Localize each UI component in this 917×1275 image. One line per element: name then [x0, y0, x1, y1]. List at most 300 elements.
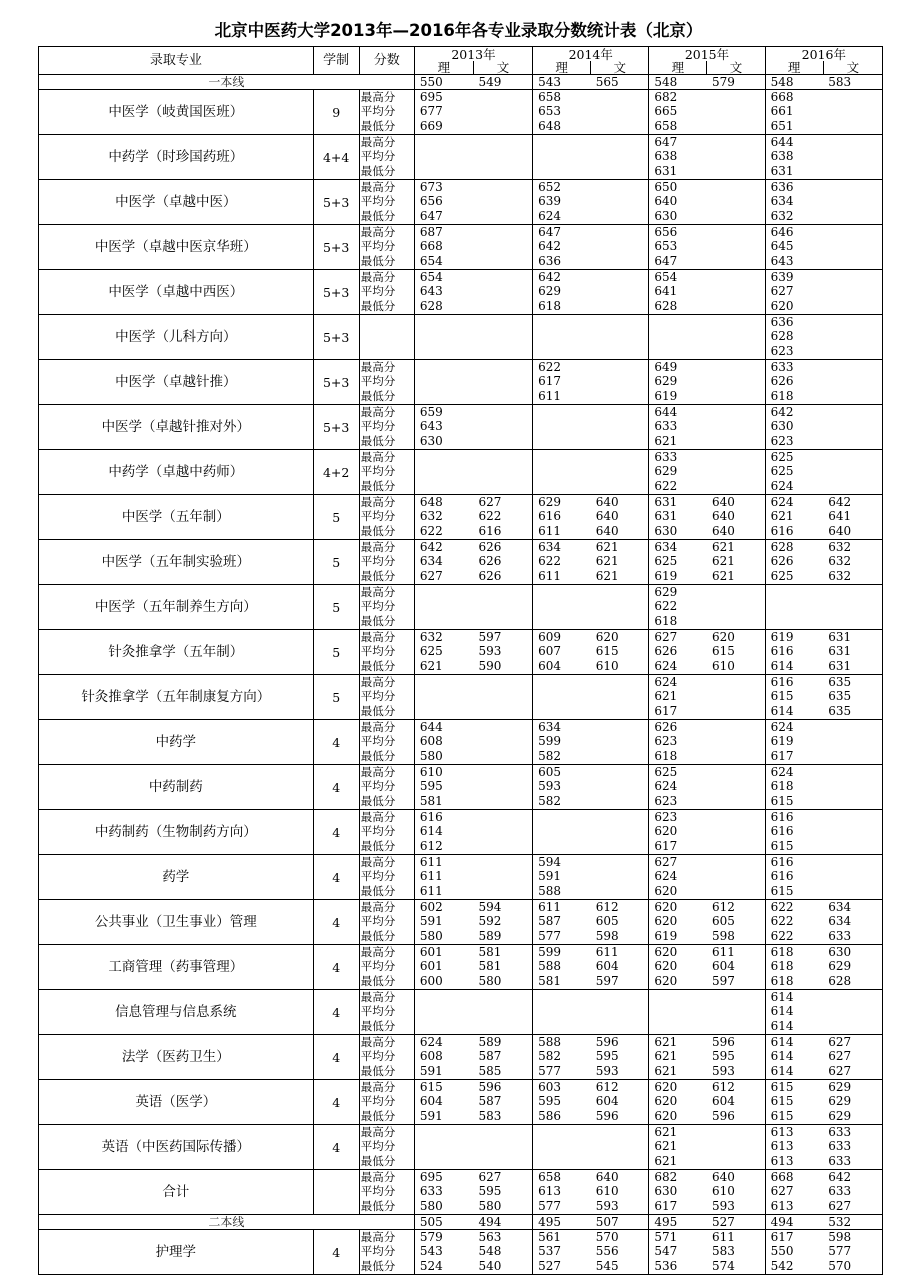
- score-value: 604: [595, 1094, 619, 1109]
- score-type-label: 最低分: [359, 434, 414, 449]
- score-table: [38, 46, 883, 1275]
- score-value: [707, 180, 765, 195]
- score-type-label: 最高分: [359, 270, 414, 285]
- score-value: [591, 479, 649, 494]
- score-value: 615: [765, 839, 823, 854]
- duration-value: 5+3: [313, 270, 359, 315]
- score-value: [533, 600, 591, 615]
- score-value: 614: [414, 825, 473, 840]
- score-value: 644: [765, 135, 823, 150]
- score-value: [473, 884, 532, 899]
- score-value: 608: [414, 1050, 473, 1065]
- score-value: 643: [765, 254, 823, 269]
- score-value: [591, 585, 649, 600]
- score-type-label: 最低分: [359, 704, 414, 719]
- duration-value: 4: [313, 1230, 359, 1275]
- score-value: 621: [711, 554, 735, 569]
- score-value: 613: [533, 1185, 591, 1200]
- score-value: 596: [711, 1034, 735, 1049]
- score-type-label: 最低分: [359, 929, 414, 944]
- score-value: [473, 135, 532, 150]
- score-type-label: 最高分: [359, 360, 414, 375]
- score-value: 641: [649, 285, 707, 300]
- score-value: 617: [765, 749, 823, 764]
- score-value: 626: [649, 720, 707, 735]
- score-value: 614: [765, 1035, 823, 1050]
- score-value: [707, 749, 765, 764]
- score-row: [39, 540, 883, 555]
- score-value: [473, 465, 532, 480]
- score-value: 616: [765, 810, 823, 825]
- score-value: [414, 1005, 473, 1020]
- score-value: [591, 1125, 649, 1140]
- score-value: 646: [765, 225, 823, 240]
- score-row: [39, 180, 883, 195]
- score-type-label: 平均分: [359, 825, 414, 840]
- score-type-label: 最低分: [359, 479, 414, 494]
- score-value: 608: [414, 735, 473, 750]
- score-value: 598: [707, 929, 765, 944]
- score-value: 632: [823, 569, 882, 584]
- score-value: 597: [591, 974, 649, 989]
- score-value: 635: [823, 704, 882, 719]
- score-value: [473, 195, 532, 210]
- score-value: [823, 1019, 882, 1034]
- score-value: 589: [478, 1034, 502, 1049]
- score-value: [591, 434, 649, 449]
- score-value: [707, 884, 765, 899]
- score-value: [823, 344, 882, 359]
- score-value: [414, 675, 473, 690]
- score-value: 615: [765, 1080, 823, 1095]
- score-value: 629: [533, 285, 591, 300]
- score-value: 623: [649, 794, 707, 809]
- score-value: 583: [473, 1109, 532, 1124]
- score-value: 543: [414, 1245, 473, 1260]
- score-value: 624: [649, 675, 707, 690]
- score-value: 636: [533, 254, 591, 269]
- score-value: [473, 209, 532, 224]
- score-value: 624: [765, 720, 823, 735]
- score-value: [591, 270, 649, 285]
- score-value: [591, 614, 649, 629]
- score-value: 616: [414, 810, 473, 825]
- header-science: 理: [533, 61, 591, 75]
- score-value: 615: [765, 884, 823, 899]
- cutoff-line-label: 二本线: [39, 1215, 415, 1230]
- score-value: 603: [533, 1080, 591, 1095]
- score-type-label: 最高分: [359, 1035, 414, 1050]
- score-value: [707, 105, 765, 120]
- score-value: [591, 1154, 649, 1169]
- score-row: [39, 90, 883, 105]
- score-value: 593: [591, 1064, 649, 1079]
- score-value: [707, 240, 765, 255]
- score-value: 623: [649, 810, 707, 825]
- score-value: 631: [649, 510, 707, 525]
- score-value: [591, 450, 649, 465]
- score-value: 598: [591, 929, 649, 944]
- score-value: [591, 870, 649, 885]
- score-type-label: 最低分: [359, 389, 414, 404]
- duration-value: 4: [313, 810, 359, 855]
- score-value: [823, 405, 882, 420]
- score-value: [823, 195, 882, 210]
- score-value: 617: [765, 1230, 823, 1245]
- score-value: 627: [478, 1169, 502, 1184]
- score-value: [473, 1140, 532, 1155]
- duration-value: 4: [313, 855, 359, 900]
- score-value: [414, 375, 473, 390]
- score-value: 594: [478, 899, 502, 914]
- score-type-label: 最低分: [359, 659, 414, 674]
- score-value: 624: [765, 765, 823, 780]
- score-value: [823, 254, 882, 269]
- score-value: 581: [533, 974, 591, 989]
- score-value: 595: [533, 1095, 591, 1110]
- score-value: 631: [649, 495, 707, 510]
- score-value: 611: [711, 1229, 735, 1244]
- score-value: [591, 105, 649, 120]
- score-value: [591, 195, 649, 210]
- header-arts: 文: [823, 61, 882, 75]
- score-value: 609: [533, 630, 591, 645]
- score-value: 621: [765, 510, 823, 525]
- score-value: 644: [649, 405, 707, 420]
- score-value: 577: [533, 1199, 591, 1214]
- score-value: [473, 330, 532, 345]
- score-value: [533, 585, 591, 600]
- duration-value: 4: [313, 1125, 359, 1170]
- score-value: 627: [414, 569, 473, 584]
- score-value: 613: [765, 1140, 823, 1155]
- score-value: [473, 704, 532, 719]
- score-value: 581: [414, 794, 473, 809]
- score-value: 596: [478, 1079, 502, 1094]
- cutoff-line-value: 579: [707, 75, 765, 90]
- score-row: [39, 1125, 883, 1140]
- score-value: [707, 434, 765, 449]
- score-value: [707, 119, 765, 134]
- score-value: [473, 105, 532, 120]
- header-year-2014: 2014年: [533, 47, 649, 62]
- score-value: 628: [765, 540, 823, 555]
- score-type-label: 最高分: [359, 180, 414, 195]
- score-value: 620: [649, 960, 707, 975]
- score-value: [533, 479, 591, 494]
- score-value: [591, 405, 649, 420]
- score-value: 614: [765, 1005, 823, 1020]
- score-value: [823, 855, 882, 870]
- score-value: 620: [765, 299, 823, 314]
- score-value: [823, 600, 882, 615]
- score-value: [473, 270, 532, 285]
- major-name: 英语（医学）: [39, 1080, 314, 1125]
- score-value: [473, 1005, 532, 1020]
- score-value: [765, 600, 823, 615]
- score-value: 588: [533, 1035, 591, 1050]
- score-value: 640: [823, 524, 882, 539]
- score-value: [707, 330, 765, 345]
- score-value: 580: [414, 929, 473, 944]
- score-value: [473, 180, 532, 195]
- score-value: [414, 585, 473, 600]
- score-type-label: 最低分: [359, 749, 414, 764]
- score-value: [414, 990, 473, 1005]
- score-value: 593: [707, 1064, 765, 1079]
- score-value: 571: [649, 1230, 707, 1245]
- score-value: 616: [533, 510, 591, 525]
- score-value: 630: [765, 420, 823, 435]
- score-value: [414, 465, 473, 480]
- score-value: 582: [533, 1050, 591, 1065]
- cutoff-line-row: [39, 75, 883, 90]
- score-value: 632: [414, 510, 473, 525]
- score-value: 607: [533, 645, 591, 660]
- score-value: [591, 150, 649, 165]
- score-value: 621: [649, 690, 707, 705]
- score-type-label: 最高分: [359, 1170, 414, 1185]
- score-value: [707, 90, 765, 105]
- score-value: [707, 254, 765, 269]
- score-value: 622: [478, 509, 502, 524]
- header-year-2015: 2015年: [649, 47, 765, 62]
- duration-value: 5: [313, 675, 359, 720]
- score-value: [591, 209, 649, 224]
- score-value: 648: [533, 119, 591, 134]
- duration-value: [313, 1170, 359, 1215]
- score-value: 622: [765, 929, 823, 944]
- score-value: 624: [649, 780, 707, 795]
- score-value: [591, 1140, 649, 1155]
- score-value: 615: [765, 690, 823, 705]
- score-value: [823, 749, 882, 764]
- score-value: 604: [711, 959, 735, 974]
- score-value: [591, 704, 649, 719]
- score-value: 649: [649, 360, 707, 375]
- duration-value: 9: [313, 90, 359, 135]
- header-science: 理: [414, 61, 473, 75]
- score-value: 594: [533, 855, 591, 870]
- score-value: 581: [478, 944, 502, 959]
- score-type-label: 平均分: [359, 1050, 414, 1065]
- score-type-label: 平均分: [359, 465, 414, 480]
- score-value: [533, 990, 591, 1005]
- score-value: [649, 344, 707, 359]
- score-value: 630: [649, 1185, 707, 1200]
- score-value: 591: [414, 1064, 473, 1079]
- score-value: [414, 164, 473, 179]
- score-value: [823, 285, 882, 300]
- score-value: [649, 330, 707, 345]
- duration-value: 5+3: [313, 360, 359, 405]
- score-value: 634: [533, 720, 591, 735]
- score-value: [823, 315, 882, 330]
- score-value: [473, 285, 532, 300]
- score-value: 624: [414, 1035, 473, 1050]
- score-value: [707, 794, 765, 809]
- score-value: [823, 434, 882, 449]
- score-value: [473, 344, 532, 359]
- score-value: [473, 990, 532, 1005]
- score-value: 636: [765, 180, 823, 195]
- duration-value: 5: [313, 585, 359, 630]
- score-value: [473, 765, 532, 780]
- score-value: 620: [595, 629, 619, 644]
- score-value: 621: [649, 1064, 707, 1079]
- major-name: 合计: [39, 1170, 314, 1215]
- score-value: 628: [649, 299, 707, 314]
- score-value: [707, 675, 765, 690]
- score-value: [823, 420, 882, 435]
- score-value: [707, 344, 765, 359]
- score-type-label: 最高分: [359, 720, 414, 735]
- score-value: 628: [414, 299, 473, 314]
- score-value: [533, 420, 591, 435]
- score-value: 630: [414, 434, 473, 449]
- score-value: [473, 164, 532, 179]
- score-value: 620: [649, 900, 707, 915]
- score-type-label: 平均分: [359, 1140, 414, 1155]
- score-value: 661: [765, 105, 823, 120]
- score-value: [707, 1019, 765, 1034]
- score-value: 687: [414, 225, 473, 240]
- major-name: 中医学（岐黄国医班）: [39, 90, 314, 135]
- score-value: 611: [414, 870, 473, 885]
- score-value: 587: [478, 1049, 502, 1064]
- score-value: 682: [649, 90, 707, 105]
- score-value: [533, 1125, 591, 1140]
- score-value: [707, 765, 765, 780]
- score-value: 619: [649, 929, 707, 944]
- score-value: [591, 1019, 649, 1034]
- score-value: [473, 855, 532, 870]
- score-value: 629: [649, 375, 707, 390]
- cutoff-line-value: 548: [649, 75, 707, 90]
- score-value: [707, 855, 765, 870]
- score-value: 617: [649, 704, 707, 719]
- score-value: 632: [414, 630, 473, 645]
- score-value: [823, 90, 882, 105]
- score-value: 591: [414, 1109, 473, 1124]
- score-type-label: 平均分: [359, 690, 414, 705]
- score-value: [414, 704, 473, 719]
- score-value: 612: [595, 899, 619, 914]
- score-value: 577: [533, 1064, 591, 1079]
- score-value: 592: [478, 914, 502, 929]
- score-value: [473, 420, 532, 435]
- score-value: 668: [765, 90, 823, 105]
- score-value: 633: [765, 360, 823, 375]
- cutoff-line-value: 527: [707, 1215, 765, 1230]
- score-value: [473, 254, 532, 269]
- score-value: 630: [649, 209, 707, 224]
- score-type-label: 最低分: [359, 254, 414, 269]
- score-type-label: 平均分: [359, 420, 414, 435]
- score-value: 626: [478, 554, 502, 569]
- header-major: 录取专业: [39, 47, 314, 75]
- score-value: 595: [478, 1184, 502, 1199]
- score-value: 625: [649, 555, 707, 570]
- score-value: [707, 164, 765, 179]
- score-value: 622: [765, 900, 823, 915]
- score-value: [591, 285, 649, 300]
- score-value: 600: [414, 974, 473, 989]
- score-row: [39, 945, 883, 960]
- score-type-label: 最高分: [359, 1080, 414, 1095]
- score-type-label: 最高分: [359, 990, 414, 1005]
- score-value: 596: [707, 1109, 765, 1124]
- score-value: 629: [533, 495, 591, 510]
- major-name: 信息管理与信息系统: [39, 990, 314, 1035]
- score-value: 635: [823, 675, 882, 690]
- score-row: [39, 405, 883, 420]
- score-value: 593: [478, 644, 502, 659]
- score-value: 638: [649, 150, 707, 165]
- score-value: 695: [414, 1170, 473, 1185]
- score-value: 627: [765, 1185, 823, 1200]
- score-value: 620: [649, 974, 707, 989]
- score-value: 611: [414, 884, 473, 899]
- score-value: 621: [595, 554, 619, 569]
- score-value: [414, 479, 473, 494]
- score-value: [414, 690, 473, 705]
- score-value: 620: [649, 884, 707, 899]
- score-value: 640: [649, 195, 707, 210]
- score-value: [414, 600, 473, 615]
- score-table-body: [39, 47, 883, 1275]
- score-type-label: 最低分: [359, 1019, 414, 1034]
- score-value: 633: [414, 1185, 473, 1200]
- score-value: 580: [414, 1199, 473, 1214]
- score-value: 633: [649, 420, 707, 435]
- score-value: 614: [765, 1019, 823, 1034]
- score-value: [707, 225, 765, 240]
- cutoff-line-value: 505: [414, 1215, 473, 1230]
- major-name: 针灸推拿学（五年制）: [39, 630, 314, 675]
- score-value: 631: [765, 164, 823, 179]
- score-value: 682: [649, 1170, 707, 1185]
- score-value: [707, 209, 765, 224]
- score-value: [591, 765, 649, 780]
- score-value: 621: [707, 569, 765, 584]
- score-value: [414, 1140, 473, 1155]
- score-value: 643: [414, 285, 473, 300]
- score-value: 630: [823, 945, 882, 960]
- duration-value: 4: [313, 1035, 359, 1080]
- score-type-label: 平均分: [359, 735, 414, 750]
- score-type-label: 最低分: [359, 974, 414, 989]
- score-value: [707, 420, 765, 435]
- score-type-label: 平均分: [359, 645, 414, 660]
- score-value: [649, 315, 707, 330]
- score-type-label: 最低分: [359, 569, 414, 584]
- score-value: 610: [707, 659, 765, 674]
- major-name: 中医学（五年制养生方向）: [39, 585, 314, 630]
- header-year-2016: 2016年: [765, 47, 882, 62]
- score-value: 658: [649, 119, 707, 134]
- score-value: [765, 614, 823, 629]
- score-value: 614: [765, 704, 823, 719]
- score-value: 595: [595, 1049, 619, 1064]
- score-type-label: 平均分: [359, 195, 414, 210]
- score-value: 620: [711, 629, 735, 644]
- score-value: 620: [649, 1109, 707, 1124]
- score-value: [473, 720, 532, 735]
- score-type-label: 最高分: [359, 630, 414, 645]
- score-value: [823, 450, 882, 465]
- score-row: [39, 630, 883, 645]
